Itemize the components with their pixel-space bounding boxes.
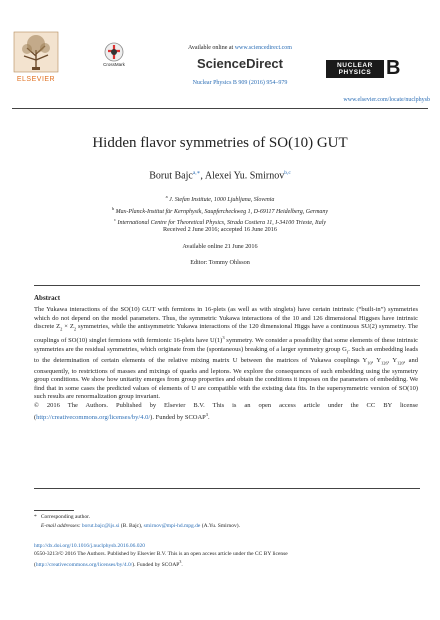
- funding-superscript: 3: [179, 559, 182, 564]
- doi-link[interactable]: http://dx.doi.org/10.1016/j.nuclphysb.2016.06.020: [34, 543, 145, 549]
- abstract-text: , Y: [387, 356, 398, 364]
- abstract-bottom-divider: [34, 488, 420, 489]
- license-link[interactable]: http://creativecommons.org/licenses/by/4.0/: [36, 413, 151, 421]
- journal-logo-box: [326, 60, 384, 78]
- abstract-text: , Y: [371, 356, 382, 364]
- header-divider: [12, 108, 428, 109]
- email-link[interactable]: smirnov@mpi-hd.mpg.de: [143, 523, 201, 529]
- crossmark-badge[interactable]: [104, 42, 124, 70]
- affiliation-mark: c: [113, 217, 116, 222]
- affiliation-text: J. Stefan Institute, 1000 Ljubljana, Slovenia: [169, 197, 275, 203]
- author-list: [20, 170, 420, 181]
- sciencedirect-link[interactable]: www.sciencedirect.com: [234, 45, 292, 51]
- author-affiliation-marks[interactable]: a,∗: [192, 170, 201, 176]
- author-separator: ,: [200, 170, 205, 182]
- abstract-text: symmetries, while the antisymmetric Yukawa interactions of the 120 dimensional Higgs have a continuous SU(2) symmetry. The couplings of SO(10) singlet fermions with fermionic 16-plets have U(1): [34, 323, 419, 345]
- journal-logo-letter: B: [386, 57, 401, 79]
- funding-text: . Funded by SCOAP: [134, 561, 180, 568]
- math-subscript: 126: [381, 360, 388, 366]
- math-superscript: 3: [222, 335, 225, 341]
- journal-homepage-link[interactable]: www.elsevier.com/locate/nuclphysb: [343, 97, 430, 103]
- available-date: Available online 21 June 2016: [182, 243, 258, 250]
- affiliation-item: [20, 205, 420, 217]
- funding-text: . Funded by SCOAP: [152, 413, 206, 421]
- journal-logo: [326, 57, 406, 79]
- math-subscript: 120: [397, 360, 404, 366]
- abstract-text: × Z: [62, 323, 74, 331]
- email-owner: (A.Yu. Smirnov).: [200, 523, 240, 529]
- license-link[interactable]: http://creativecommons.org/licenses/by/4.0/: [35, 561, 133, 568]
- journal-logo-line2: PHYSICS: [338, 69, 372, 76]
- affiliation-item: [20, 193, 420, 205]
- email-label: E-mail addresses:: [40, 523, 82, 529]
- platform-name: ScienceDirect: [197, 56, 283, 71]
- author-name: Alexei Yu. Smirnov: [204, 170, 285, 182]
- email-addresses: [34, 523, 414, 529]
- affiliation-text: Max-Planck-Institut für Kernphysik, Saupfercheckweg 1, D-69117 Heidelberg, Germany: [115, 208, 329, 215]
- abstract-heading: Abstract: [34, 294, 61, 302]
- corresponding-author-note: [34, 514, 414, 520]
- math-subscript: 2: [73, 326, 77, 332]
- footnote-divider: [34, 510, 74, 511]
- email-link[interactable]: borut.bajc@ijs.si: [81, 523, 120, 529]
- funding-superscript: 3: [205, 411, 209, 417]
- author-name: Borut Bajc: [149, 170, 193, 182]
- elsevier-logo: [12, 30, 60, 88]
- author-affiliation-marks[interactable]: b,c: [284, 170, 291, 176]
- journal-logo-line1: NUCLEAR: [337, 61, 373, 69]
- available-online-line: [140, 45, 340, 51]
- affiliations: [20, 193, 420, 228]
- issn-license-line: 0550-3213/© 2016 The Authors. Published by Elsevier B.V. This is an open access article under the CC BY license: [34, 551, 288, 557]
- affiliation-mark: b: [111, 205, 115, 211]
- footnote-mark: *: [34, 514, 37, 520]
- email-owner: (B. Bajc),: [119, 523, 144, 529]
- license-line: (http://creativecommons.org/licenses/by/4.0/). Funded by SCOAP$^3$.: [34, 559, 183, 568]
- abstract-text: The Yukawa interactions of the SO(10) GUT with fermions in 16-plets (as well as with singlets) have certain intrinsic (“built-in”) symmetries which do not depend on the model parameters. Thus, the symmetric Yukawa interactions of the 10 and 126 dimensional Higgses have intrinsic discrete Z: [34, 306, 418, 331]
- funding-text: .: [208, 413, 210, 421]
- editor-line: Editor: Tommy Ohlsson: [190, 259, 250, 266]
- abstract-text: , and consequently, to restrictions of masses and mixings of quarks and leptons. We explore the consequences of such embedding using the symmetry group conditions. We show how unitarity emerges from group properties and obtain the conditions it imposes on the parameters of embedding. We find that in some cases the predicted values of elements of U are compatible with the existing data fits. In the supersymmetric version of SO(10) such results are renormalization group invariant.: [34, 356, 419, 401]
- paper-title: Hidden flavor symmetries of SO(10) GUT: [92, 135, 348, 151]
- abstract-body: The Yukawa interactions of the SO(10) GUT with fermions in 16-plets (as well as with singlets) have certain intrinsic (“built-in”) symmetries which do not depend on the model parameters. Thus, the symmetric Yukawa interactions of the 10 and 126 dimensional Higgses have intrinsic discrete $Z_2 \times Z_2$ symmetries, while the antisymmetric Yukawa interactions of the 120 dimensional Higgs have a continuous SU(2) symmetry. The couplings of SO(10) singlet fermions with fermionic 16-plets have $U(1)^3$ symmetry. We consider a possibility that some elements of these intrinsic symmetries are the residual symmetries, which originate from the (spontaneous) breaking of a larger symmetry group $G_f$. Such an embedding leads to the determination of certain elements of the relative mixing matrix U between the matrices of Yukawa couplings $Y_{10}$, $Y_{126}$, $Y_{120}$, and consequently, to restrictions of masses and mixings of quarks and leptons. We explore the consequences of such embedding using the symmetry group conditions. We show how unitarity emerges from group properties and obtain the conditions it imposes on the parameters of embedding. We find that in some cases the predicted values of elements of U are compatible with the existing data fits. In the supersymmetric version of SO(10) such results are renormalization group invariant. © 2016 The Authors. Published by Elsevier B.V. This is an open access article under the CC BY license (http://creativecommons.org/licenses/by/4.0/). Funded by SCOAP$^3$.: [34, 306, 419, 421]
- publisher-name: ELSEVIER: [16, 76, 56, 83]
- funding-text: .: [181, 561, 183, 568]
- math-subscript: 2: [60, 326, 63, 332]
- math-subscript: 10: [367, 360, 372, 366]
- available-online-prefix: Available online at: [188, 45, 235, 51]
- affiliation-text: International Centre for Theoretical Physics, Strada Costiera 11, I-34100 Trieste, Italy: [117, 220, 327, 226]
- crossmark-label: CrossMark: [103, 62, 125, 67]
- math-subscript: f: [346, 349, 349, 355]
- footnote-text: Corresponding author.: [40, 514, 91, 520]
- received-dates: Received 2 June 2016; accepted 16 June 2016: [163, 226, 277, 233]
- affiliation-mark: a: [165, 194, 168, 199]
- abstract-text: symmetry. We consider a possibility that some elements of these intrinsic symmetries are the residual symmetries, which originate from the (spontaneous) breaking of a larger symmetry group G: [34, 337, 419, 353]
- crossmark-icon: [104, 42, 124, 62]
- abstract-text: . Such an embedding leads to the determination of certain elements of the relative mixing matrix U between the matrices of Yukawa couplings Y: [34, 345, 418, 364]
- copyright-text: © 2016 The Authors. Published by Elsevier B.V. This is an open access article under the CC BY license: [34, 401, 418, 409]
- journal-reference[interactable]: Nuclear Physics B 909 (2016) 954–979: [192, 80, 288, 86]
- abstract-top-divider: [34, 285, 420, 286]
